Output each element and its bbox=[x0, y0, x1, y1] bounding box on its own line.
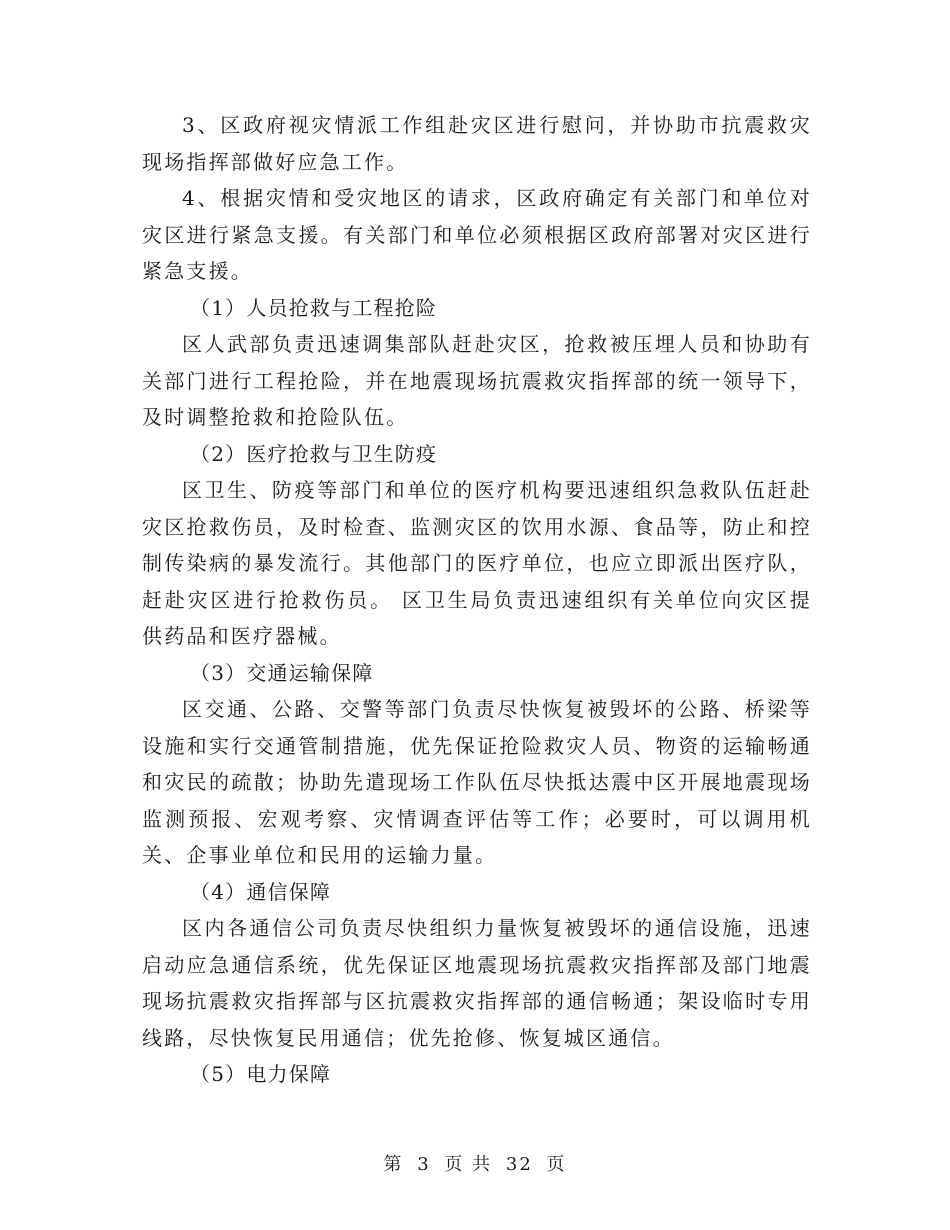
section-heading: （1）人员抢救与工程抢险 bbox=[190, 295, 438, 320]
paragraph: 3、区政府视灾情派工作组赴灾区进行慰问，并协助市抗震救灾现场指挥部做好应急工作。 bbox=[142, 113, 812, 174]
document-body bbox=[142, 107, 812, 1093]
paragraph: 4、根据灾情和受灾地区的请求，区政府确定有关部门和单位对灾区进行紧急支援。有关部门和单位必须根据区政府部署对灾区进行紧急支援。 bbox=[142, 186, 812, 283]
paragraph: 区人武部负责迅速调集部队赶赴灾区，抢救被压埋人员和协助有关部门进行工程抢险，并在地震现场抗震救灾指挥部的统一领导下，及时调整抢救和抢险队伍。 bbox=[142, 332, 812, 429]
paragraph: 区内各通信公司负责尽快组织力量恢复被毁坏的通信设施，迅速启动应急通信系统，优先保证区地震现场抗震救灾指挥部及部门地震现场抗震救灾指挥部与区抗震救灾指挥部的通信畅通；架设临时专用线路，尽快恢复民用通信；优先抢修、恢复城区通信。 bbox=[142, 916, 812, 1050]
paragraph: 区卫生、防疫等部门和单位的医疗机构要迅速组织急救队伍赶赴灾区抢救伤员，及时检查、监测灾区的饮用水源、食品等，防止和控制传染病的暴发流行。其他部门的医疗单位，也应立即派出医疗队，赶赴灾区进行抢救伤员。 区卫生局负责迅速组织有关单位向灾区提供药品和医疗器械。 bbox=[142, 478, 812, 648]
footer-middle: 页 共 bbox=[444, 1154, 493, 1175]
section-heading: （4）通信保障 bbox=[190, 879, 332, 904]
paragraph: 区交通、公路、交警等部门负责尽快恢复被毁坏的公路、桥梁等设施和实行交通管制措施，优先保证抢险救灾人员、物资的运输畅通和灾民的疏散；协助先遣现场工作队伍尽快抵达震中区开展地震现场监测预报、宏观考察、灾情调查评估等工作；必要时，可以调用机关、企事业单位和民用的运输力量。 bbox=[142, 697, 812, 867]
footer-total-pages: 32 bbox=[505, 1154, 533, 1175]
footer-prefix: 第 bbox=[383, 1154, 404, 1175]
page-footer bbox=[0, 1150, 950, 1176]
footer-suffix: 页 bbox=[546, 1154, 567, 1175]
section-heading: （2）医疗抢救与卫生防疫 bbox=[190, 441, 438, 466]
footer-page-number: 3 bbox=[417, 1154, 431, 1175]
section-heading: （5）电力保障 bbox=[190, 1062, 332, 1086]
section-heading: （3）交通运输保障 bbox=[190, 660, 374, 685]
